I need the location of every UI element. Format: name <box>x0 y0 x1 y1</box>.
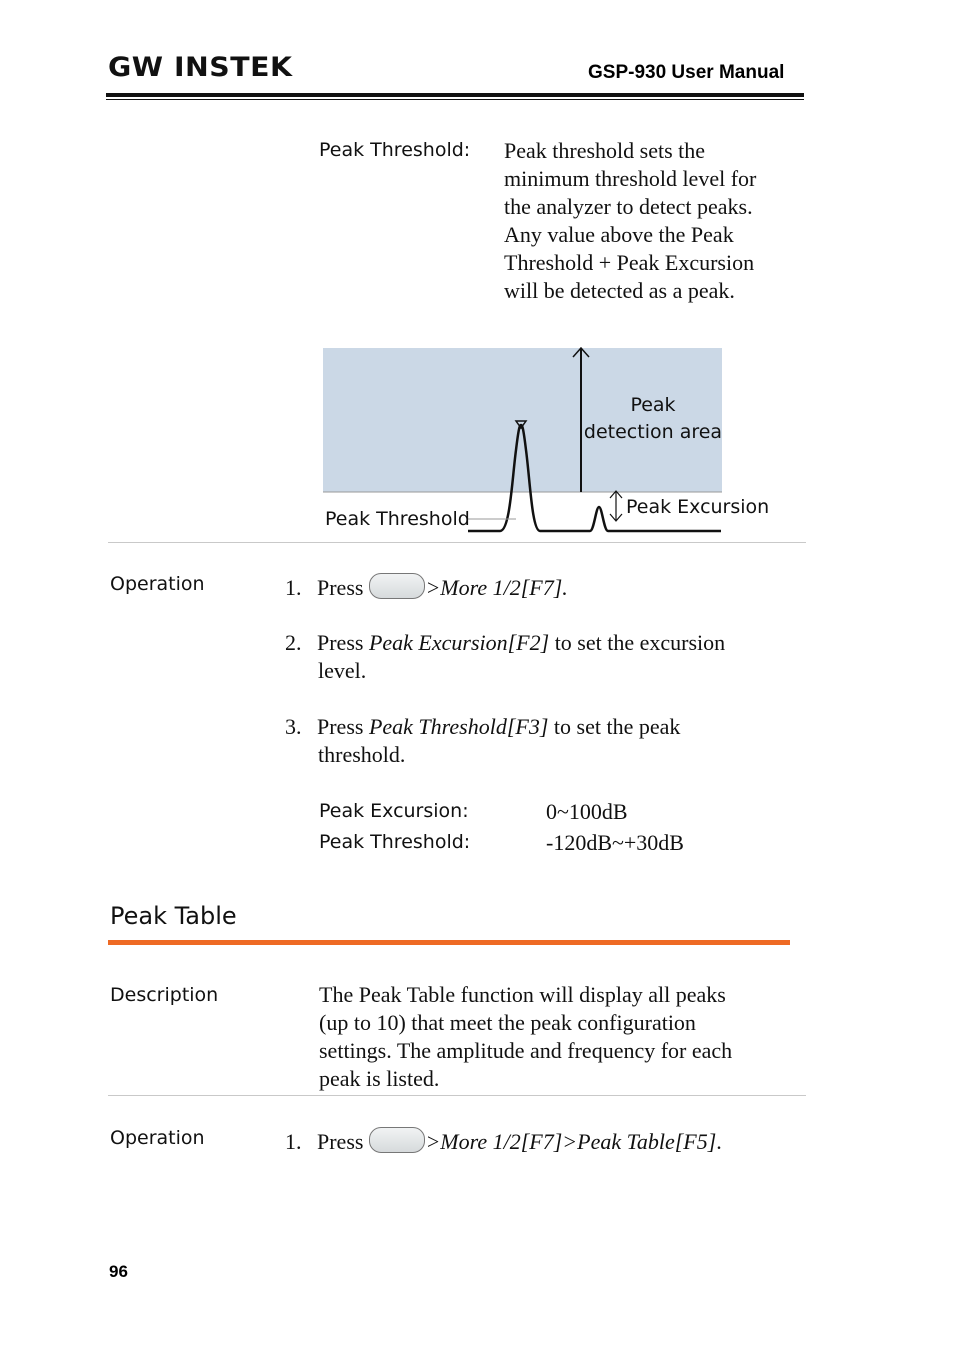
step-text: Press <box>317 714 364 739</box>
step-menu-path: >More 1/2[F7]>Peak Table[F5] <box>425 1129 717 1154</box>
description-line: minimum threshold level for <box>504 166 757 191</box>
step-text: to set the excursion <box>554 630 726 655</box>
description-line: peak is listed. <box>319 1066 440 1091</box>
step-menu-path: >More 1/2[F7]. <box>425 575 568 600</box>
description-line: the analyzer to detect peaks. <box>504 194 753 219</box>
step-number: 1. <box>285 575 302 600</box>
step-3 <box>285 713 805 769</box>
description-line: will be detected as a peak. <box>504 278 735 303</box>
range-value: 0~100dB <box>546 799 628 824</box>
function-key-button[interactable] <box>369 573 425 599</box>
step-1 <box>285 573 805 602</box>
step-text: . <box>716 1129 722 1154</box>
section-title-rule <box>108 940 790 945</box>
area-label-line2: detection area <box>583 421 723 443</box>
page-number: 96 <box>109 1262 128 1281</box>
step-number: 2. <box>285 630 302 655</box>
range-name: Peak Excursion: <box>319 800 469 822</box>
step-number: 1. <box>285 1129 302 1154</box>
step-text: Press <box>317 1129 364 1154</box>
section-separator <box>108 542 806 543</box>
manual-title: GSP-930 User Manual <box>588 62 785 83</box>
step-text-continued: threshold. <box>318 742 406 767</box>
step-menu-key: Peak Excursion[F2] <box>368 630 550 655</box>
peak-detection-area <box>323 348 722 492</box>
description-line: Any value above the Peak <box>504 222 734 247</box>
header-rule <box>106 93 804 97</box>
step-menu-key: Peak Threshold[F3] <box>368 714 549 739</box>
operation-label: Operation <box>110 1127 205 1149</box>
excursion-label: Peak Excursion <box>626 496 770 518</box>
step-number: 3. <box>285 714 302 739</box>
step-text-continued: level. <box>318 658 367 683</box>
area-label-line1: Peak <box>630 394 676 416</box>
gw-instek-logo: GW INSTEK <box>108 52 293 83</box>
step-text: to set the peak <box>553 714 681 739</box>
description-line: Peak threshold sets the <box>504 138 706 163</box>
peak-detection-diagram <box>300 340 780 540</box>
peak-threshold-description <box>504 137 804 305</box>
peak-table-step-1 <box>285 1127 805 1156</box>
description-line: Threshold + Peak Excursion <box>504 250 755 275</box>
section-separator <box>108 1095 806 1096</box>
description-line: The Peak Table function will display all peaks <box>319 982 726 1007</box>
range-value: -120dB~+30dB <box>546 830 684 855</box>
step-2 <box>285 629 805 685</box>
description-line: (up to 10) that meet the peak configuration <box>319 1010 696 1035</box>
description-line: settings. The amplitude and frequency for each <box>319 1038 733 1063</box>
section-title: Peak Table <box>110 902 237 930</box>
peak-table-description <box>319 981 804 1093</box>
step-text: Press <box>317 630 364 655</box>
description-label: Description <box>110 984 219 1006</box>
threshold-label: Peak Threshold <box>325 508 470 530</box>
operation-label: Operation <box>110 573 205 595</box>
range-name: Peak Threshold: <box>319 831 471 853</box>
function-key-button[interactable] <box>369 1127 425 1153</box>
peak-threshold-label: Peak Threshold: <box>319 139 471 161</box>
step-text: Press <box>317 575 364 600</box>
header-rule-thin <box>106 99 804 100</box>
